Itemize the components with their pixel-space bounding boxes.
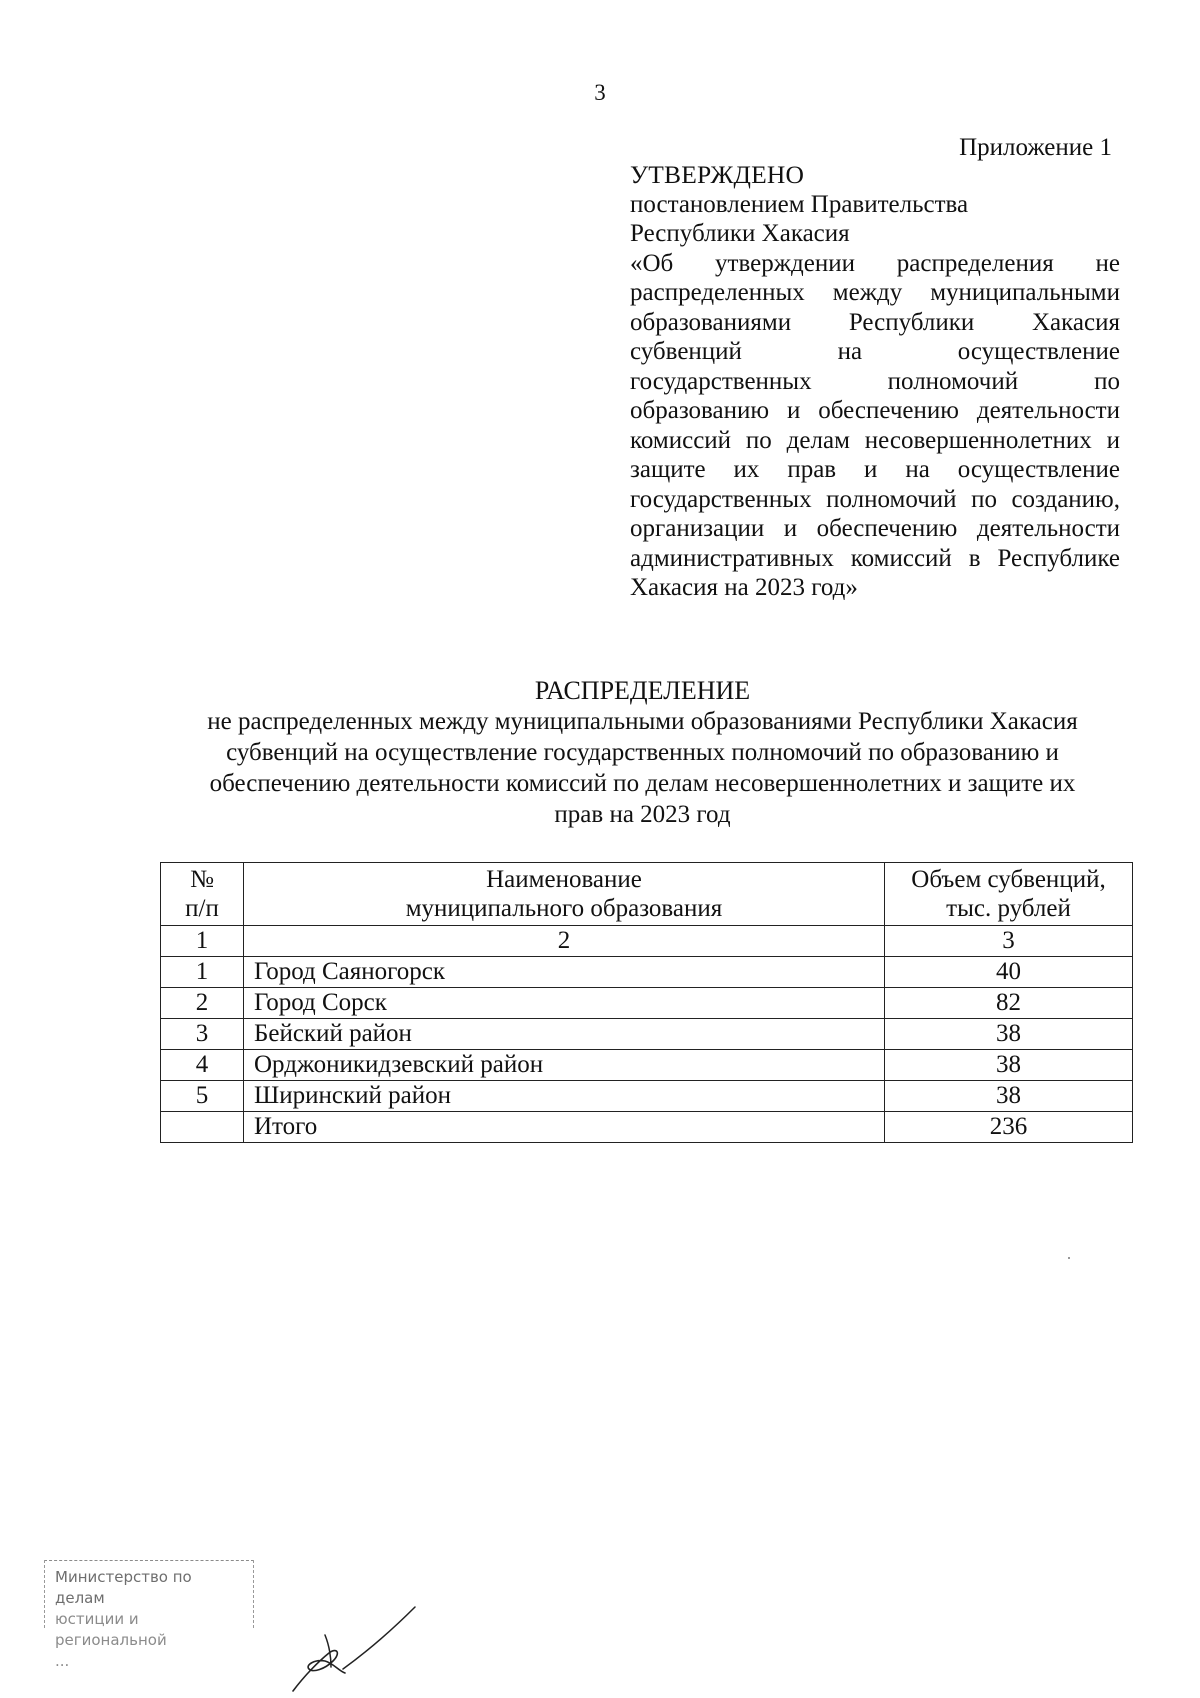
- stamp-line-3: ...: [55, 1652, 70, 1670]
- signature-icon: [285, 1595, 425, 1698]
- table-row: [161, 1050, 1133, 1081]
- row-num: 3: [161, 1019, 244, 1050]
- row-num: 1: [161, 957, 244, 988]
- row-name: Орджоникидзевский район: [244, 1050, 885, 1081]
- approval-approved: УТВЕРЖДЕНО: [630, 160, 805, 189]
- column-number: 3: [885, 926, 1133, 957]
- header-num-line2: п/п: [185, 895, 219, 922]
- column-number-row: [161, 926, 1133, 957]
- row-amount: 38: [885, 1081, 1133, 1112]
- row-name: Бейский район: [244, 1019, 885, 1050]
- header-amount-line1: Объем субвенций,: [911, 866, 1106, 893]
- stamp-line-2: юстиции и региональной: [55, 1610, 167, 1649]
- table-row: [161, 1081, 1133, 1112]
- appendix-label: Приложение 1: [959, 134, 1112, 161]
- row-num: 4: [161, 1050, 244, 1081]
- registration-stamp: [44, 1560, 254, 1670]
- table-row: [161, 957, 1133, 988]
- table-row: [161, 988, 1133, 1019]
- scan-speck: [1068, 1257, 1070, 1259]
- header-num-line1: №: [190, 866, 214, 893]
- row-name: Город Сорск: [244, 988, 885, 1019]
- row-num: 5: [161, 1081, 244, 1112]
- distribution-heading: [150, 675, 1135, 830]
- total-row: [161, 1112, 1133, 1143]
- heading-subtitle-line: субвенций на осуществление государственных полномочий по образованию и: [226, 739, 1059, 766]
- stamp-line-1: Министерство по делам: [55, 1568, 192, 1607]
- approval-line-2: Республики Хакасия: [630, 220, 850, 247]
- total-amount: 236: [885, 1112, 1133, 1143]
- page-number: 3: [594, 80, 606, 105]
- approval-block: [630, 160, 1120, 603]
- total-label: Итого: [244, 1112, 885, 1143]
- row-amount: 38: [885, 1019, 1133, 1050]
- row-name: Город Саяногорск: [244, 957, 885, 988]
- total-num: [161, 1112, 244, 1143]
- distribution-table: [160, 862, 1133, 1143]
- header-name-line1: Наименование: [486, 866, 642, 893]
- table-header-row: [161, 863, 1133, 926]
- row-amount: 38: [885, 1050, 1133, 1081]
- approval-doc-title: «Об утверждении распределения не распределенных между муниципальными образованиями Республики Хакасия субвенций на осуществление государственных полномочий по образованию и обеспечению деятельности комиссий по делам несовершеннолетних и защите их прав и на осуществление государственных полномочий по созданию, организации и обеспечению деятельности административных комиссий в Республике Хакасия на 2023 год»: [630, 249, 1120, 601]
- header-name-line2: муниципального образования: [405, 895, 723, 922]
- column-number: 1: [161, 926, 244, 957]
- header-amount-line2: тыс. рублей: [946, 895, 1071, 922]
- row-amount: 40: [885, 957, 1133, 988]
- header-num: [161, 863, 244, 926]
- heading-subtitle-line: прав на 2023 год: [554, 801, 731, 828]
- heading-subtitle-line: обеспечению деятельности комиссий по делам несовершеннолетних и защите их: [209, 770, 1076, 797]
- heading-title: РАСПРЕДЕЛЕНИЕ: [534, 676, 751, 705]
- row-amount: 82: [885, 988, 1133, 1019]
- header-amount: [885, 863, 1133, 926]
- header-name: [244, 863, 885, 926]
- column-number: 2: [244, 926, 885, 957]
- row-num: 2: [161, 988, 244, 1019]
- approval-line-1: постановлением Правительства: [630, 190, 969, 218]
- table-row: [161, 1019, 1133, 1050]
- row-name: Ширинский район: [244, 1081, 885, 1112]
- heading-subtitle-line: не распределенных между муниципальными образованиями Республики Хакасия: [207, 708, 1078, 735]
